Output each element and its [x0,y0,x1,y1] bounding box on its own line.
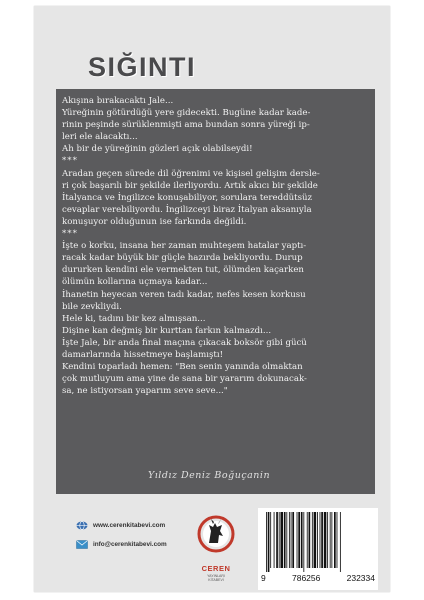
back-cover-text [62,95,368,397]
separator-2: *** [62,229,78,240]
publisher-subtitle: YAYINLARI KİTABEVİ [207,574,225,582]
mail-icon [76,540,88,549]
globe-icon [76,521,88,530]
barcode-digits [258,573,378,583]
barcode-group-1: 786256 [291,573,321,583]
barcode-digit-first: 9 [261,573,266,583]
website-link[interactable]: www.cerenkitabevi.com [93,522,166,529]
barcode-group-2: 232334 [346,573,375,583]
paragraph-2: Aradan geçen sürede dil öğrenimi ve kişisel gelişim dersle- ri çok başarılı bir şekilde ilerliyordu. Artık akıcı bir şekilde İtalyanca ve İngilizce konuşabiliyor, sorulara tereddütsüz cevaplar verebiliyordu. İngilizceyi biraz İtalyan aksanıyla konuşuyor olduğunun ise farkında değildi. [62,168,320,227]
separator-1: *** [62,156,78,167]
book-title: SIĞINTI [88,52,197,82]
email-row [76,540,167,549]
email-link[interactable]: info@cerenkitabevi.com [93,541,167,548]
paragraph-3: İşte o korku, insana her zaman muhteşem hatalar yaptı- racak kadar büyük bir güçle hazırda bekliyordu. Durup dururken kendini ele vermekten tut, ölümden kaçarken ölümün kollarına uçmaya kadar... İhanetin heyecan veren tadı kadar, nefes kesen korkusu bile zevkliydi. Hele ki, tadını bir kez almışsan... Dişine kan değmiş bir kurttan farkın kalmazdı... İşte Jale, bir anda final maçına çıkacak boksör gibi gücü damarlarında hissetmeye başlamıştı! Kendini toparladı hemen: "Ben senin yanında olmaktan çok mutluyum ama yine de sana bir yararım dokunacak- sa, ne istiyorsan yaparım seve seve..." [62,241,307,397]
barcode-bars [258,508,378,572]
paragraph-1: Akışına bırakacaktı Jale... Yüreğinin götürdüğü yere gidecekti. Bugüne kadar kade- rinin peşinde sürüklenmişti ama bundan sonra yüreği ip- leri ele alacaktı... Ah bir de yüreğinin gözleri açık olabilseydi! [62,96,311,155]
author-signature: Yıldız Deniz Boğuçanin [148,470,271,481]
website-row [76,521,165,530]
publisher-name: CEREN [201,564,231,573]
